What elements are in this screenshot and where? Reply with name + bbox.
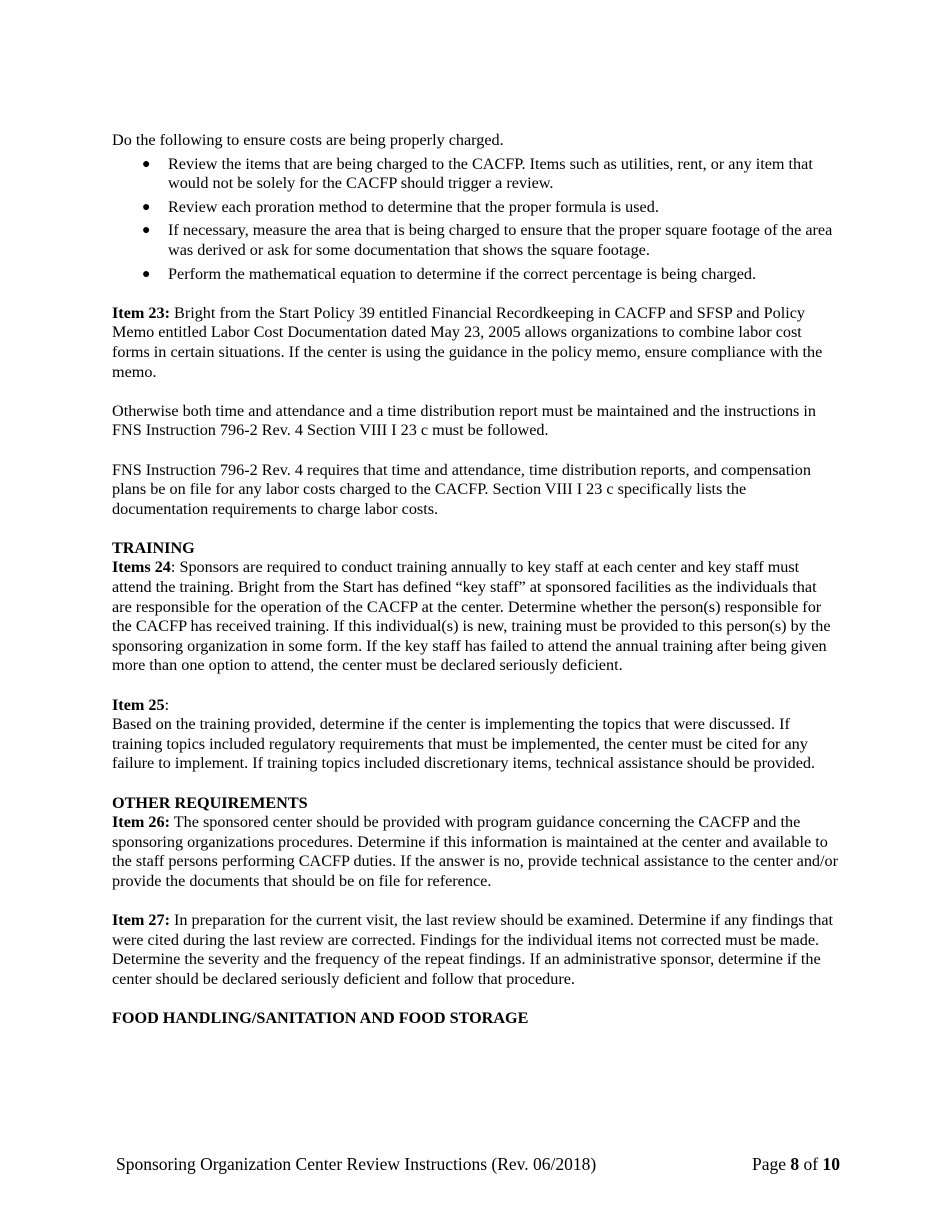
bullet-icon: ●: [142, 223, 151, 239]
fns-paragraph: FNS Instruction 796-2 Rev. 4 requires that time and attendance, time distribution reports, and compensation plans be on file for any labor costs charged to the CACFP. Section VIII I 23 c specifically lists the documentation requirements to charge labor costs.: [112, 460, 811, 518]
item-27-label: Item 27:: [112, 911, 170, 930]
other-requirements-heading: OTHER REQUIREMENTS: [112, 793, 308, 812]
food-handling-heading: FOOD HANDLING/SANITATION AND FOOD STORAGE: [112, 1009, 529, 1028]
item-24-label: Items 24: [112, 558, 171, 577]
item-26-text: The sponsored center should be provided with program guidance concerning the CACFP and the sponsoring organizations procedures. Determine if this information is maintained at the center and available to the staff persons performing CACFP duties. If the answer is no, provide technical assistance to the center and/or provide the documents that should be on file for reference.: [112, 813, 839, 890]
bullet-icon: ●: [142, 266, 151, 282]
otherwise-paragraph: Otherwise both time and attendance and a time distribution report must be maintained and the instructions in FNS Instruction 796-2 Rev. 4 Section VIII I 23 c must be followed.: [112, 401, 816, 440]
item-25-heading: Item 25:: [112, 695, 170, 714]
item-24-text: : Sponsors are required to conduct training annually to key staff at each center and key staff must attend the training. Bright from the Start has defined “key staff” at sponsored facilities as the individuals that are responsible for the operation of the CACFP at the center. Determine whether the person(s) responsible for the CACFP has received training. If this individual(s) is new, training must be provided to this person(s) by the sponsoring organization in some form. If the key staff has failed to attend the annual training after being given more than one option to attend, the center must be declared seriously deficient.: [112, 558, 831, 675]
bullet-icon: ●: [142, 156, 151, 172]
training-heading: TRAINING: [112, 538, 195, 557]
list-item: ● Review the items that are being charged to the CACFP. Items such as utilities, rent, or any item that would not be solely for the CACFP should trigger a review.: [142, 154, 813, 193]
list-item: ● Perform the mathematical equation to determine if the correct percentage is being charged.: [142, 264, 757, 283]
bullet-icon: ●: [142, 199, 151, 215]
cost-checklist: [112, 155, 840, 285]
item-23-text: Bright from the Start Policy 39 entitled Financial Recordkeeping in CACFP and SFSP and Policy Memo entitled Labor Cost Documentation dated May 23, 2005 allows organizations to combine labor cost forms in certain situations. If the center is using the guidance in the policy memo, ensure compliance with the memo.: [112, 303, 823, 381]
item-26-label: Item 26:: [112, 813, 170, 832]
item-23-label: Item 23:: [112, 303, 170, 322]
item-26-paragraph: [112, 813, 840, 891]
item-25-label: Item 25: [112, 695, 165, 714]
item-27-paragraph: [112, 911, 840, 989]
list-item: ● If necessary, measure the area that is being charged to ensure that the proper square footage of the area was derived or ask for some documentation that shows the square footage.: [142, 221, 833, 259]
page-number: Page 8 of 10: [752, 1154, 840, 1174]
item-25-text: Based on the training provided, determine if the center is implementing the topics that were discussed. If training topics included regulatory requirements that must be implemented, the center must be cited for any failure to implement. If training topics included discretionary items, technical assistance should be provided.: [112, 715, 816, 773]
item-27-text: In preparation for the current visit, the last review should be examined. Determine if any findings that were cited during the last review are corrected. Findings for the individual items not corrected must be made. Determine the severity and the frequency of the repeat findings. If an administrative sponsor, determine if the center should be declared seriously deficient and follow that procedure.: [112, 911, 834, 988]
item-23-paragraph: [112, 304, 840, 382]
document-body: [112, 131, 840, 1029]
intro-text: Do the following to ensure costs are being properly charged.: [112, 131, 504, 149]
item-24-paragraph: [112, 558, 840, 676]
footer-title: Sponsoring Organization Center Review Instructions (Rev. 06/2018): [116, 1154, 597, 1174]
list-item: ● Review each proration method to determine that the proper formula is used.: [142, 197, 659, 216]
